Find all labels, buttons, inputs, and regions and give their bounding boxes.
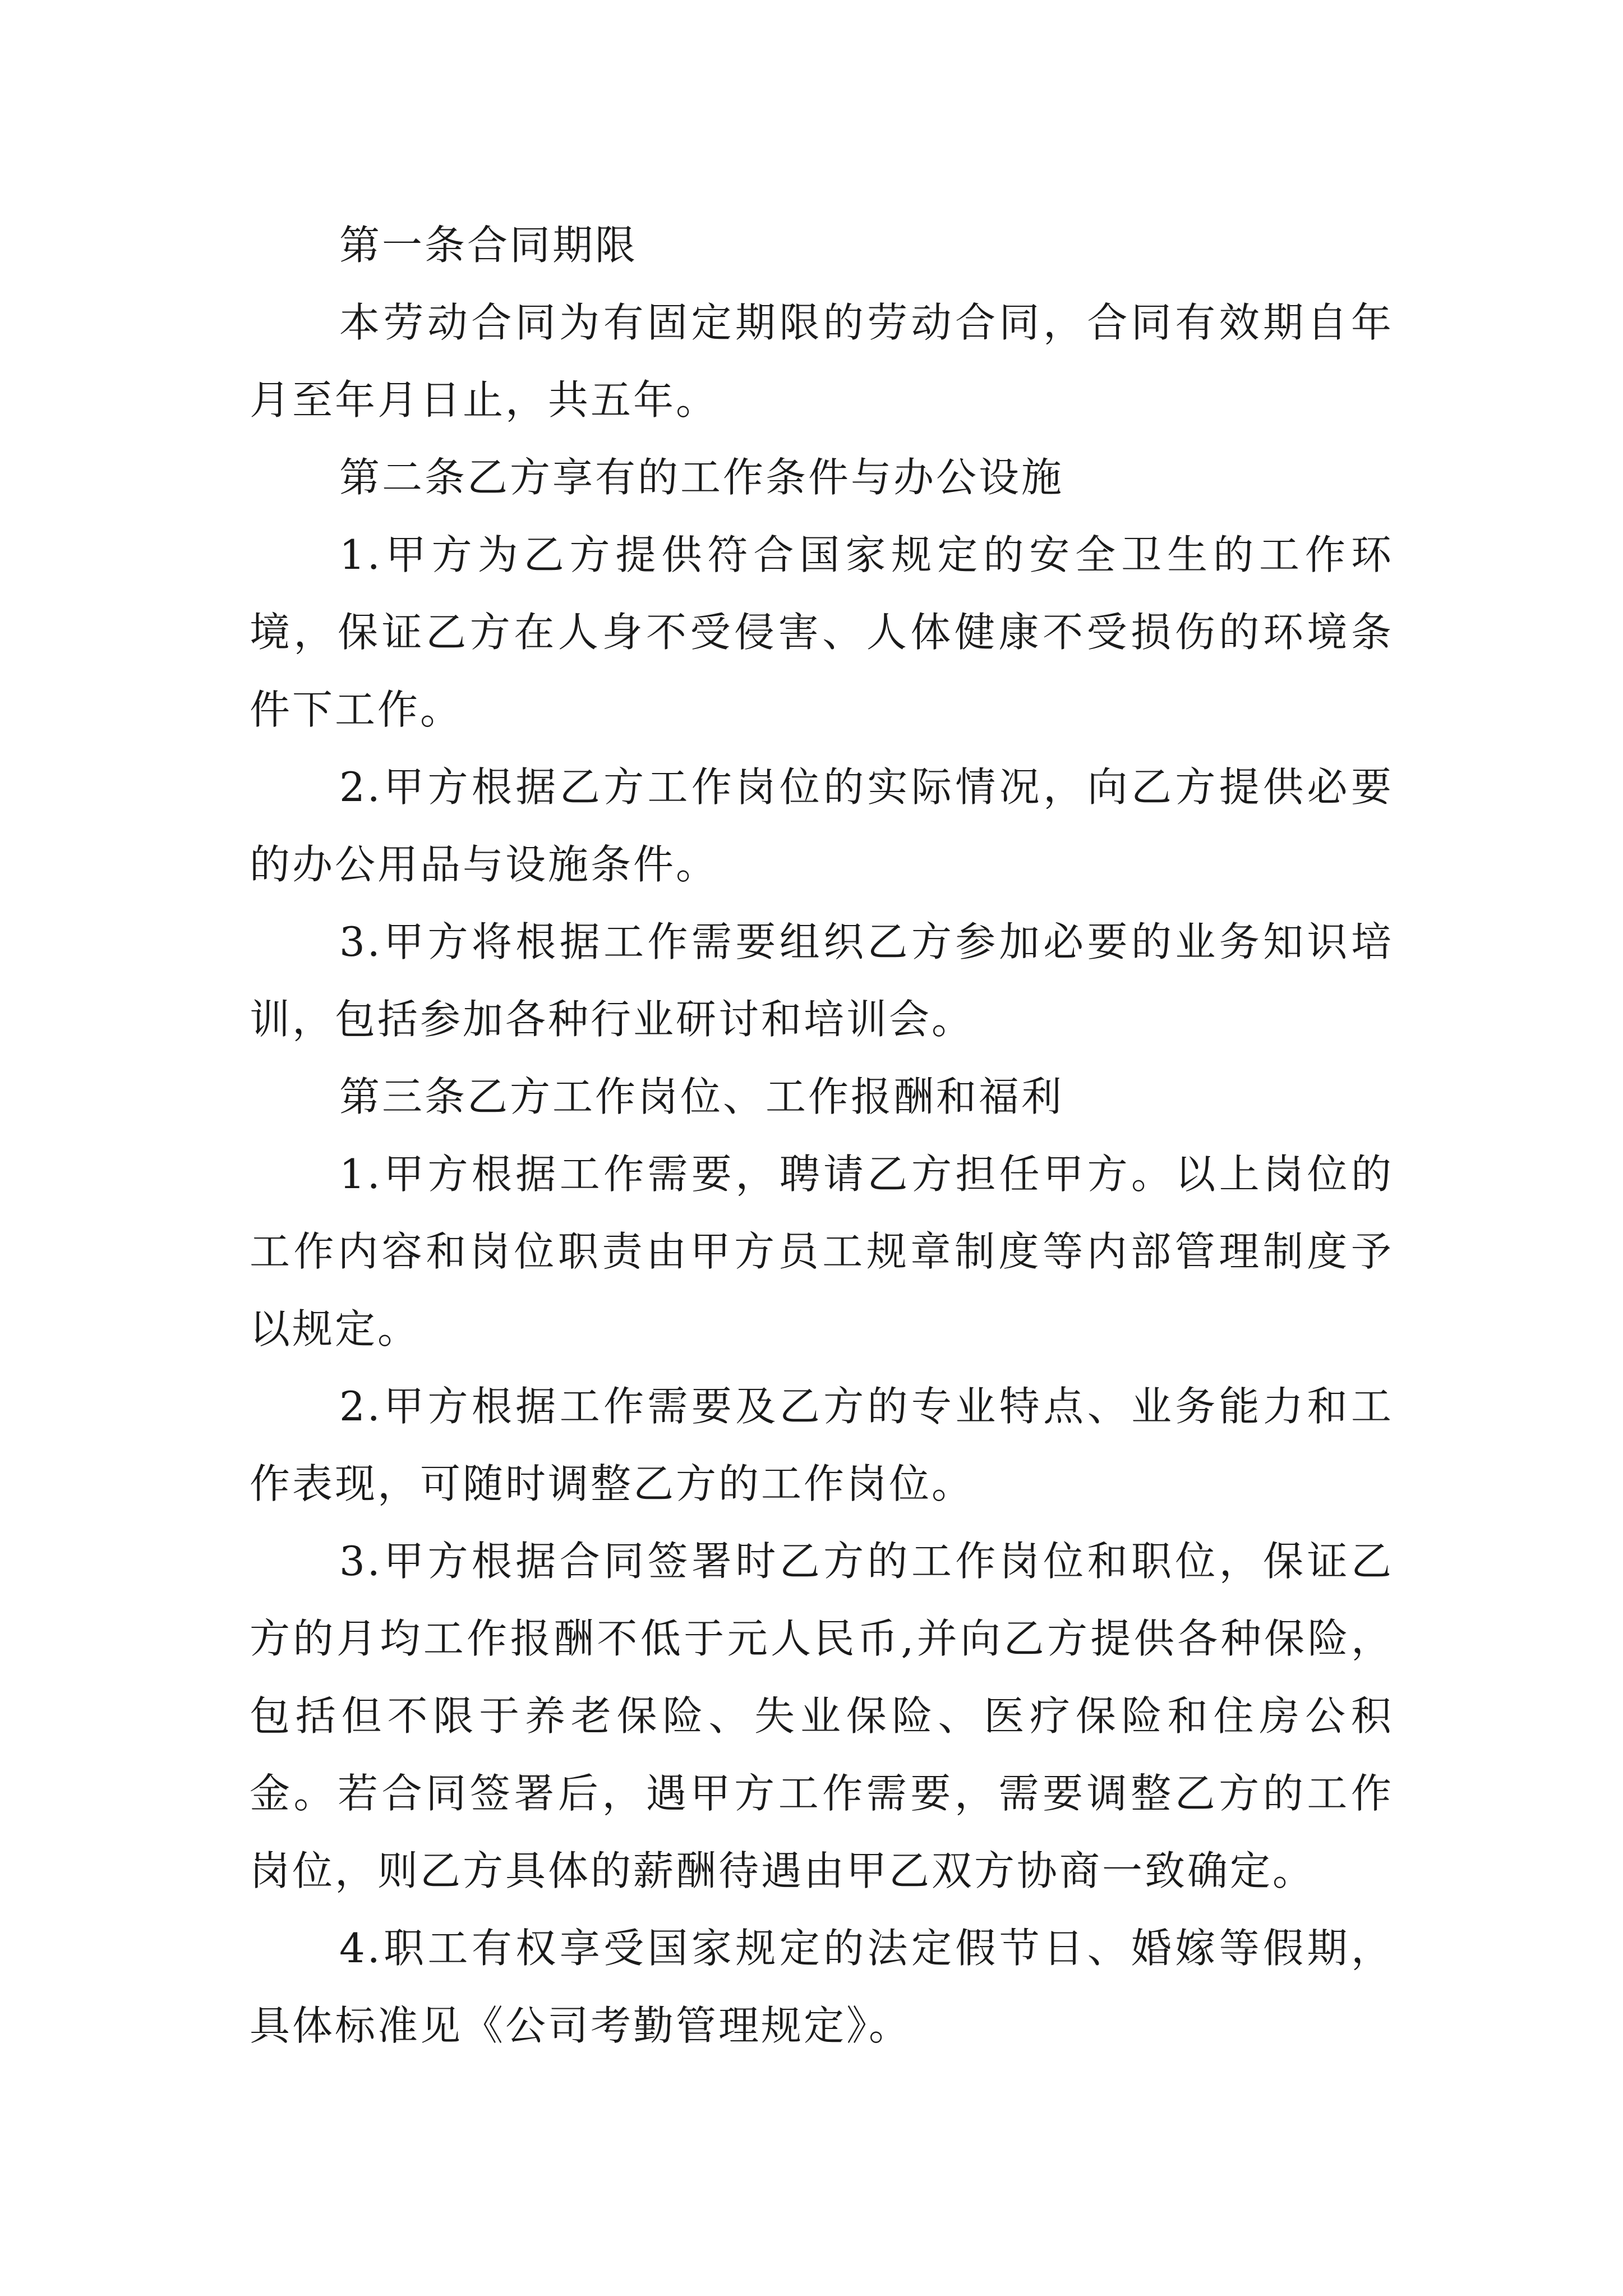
article-1-heading: 第一条合同期限	[339, 222, 638, 269]
article-2-heading: 第二条乙方享有的工作条件与办公设施	[339, 454, 1064, 501]
article-3-clause-2: 2.甲方根据工作需要及乙方的专业特点、业务能力和工作表现，可随时调整乙方的工作岗位。	[250, 1383, 1394, 1507]
article-3-clause-1: 1.甲方根据工作需要，聘请乙方担任甲方。以上岗位的工作内容和岗位职责由甲方员工规章制度等内部管理制度予以规定。	[250, 1151, 1394, 1352]
article-3-clause-3: 3.甲方根据合同签署时乙方的工作岗位和职位，保证乙方的月均工作报酬不低于元人民币,并向乙方提供各种保险，包括但不限于养老保险、失业保险、医疗保险和住房公积金。若合同签署后，遇甲方工作需要，需要调整乙方的工作岗位，则乙方具体的薪酬待遇由甲乙双方协商一致确定。	[250, 1538, 1394, 1894]
article-2-clause-2: 2.甲方根据乙方工作岗位的实际情况，向乙方提供必要的办公用品与设施条件。	[250, 763, 1394, 888]
article-2-clause-1: 1.甲方为乙方提供符合国家规定的安全卫生的工作环境，保证乙方在人身不受侵害、人体健康不受损伤的环境条件下工作。	[250, 531, 1394, 733]
article-2-clause-3: 3.甲方将根据工作需要组织乙方参加必要的业务知识培训，包括参加各种行业研讨和培训会。	[250, 918, 1394, 1043]
article-3-heading: 第三条乙方工作岗位、工作报酬和福利	[339, 1073, 1064, 1120]
article-3-clause-4: 4.职工有权享受国家规定的法定假节日、婚嫁等假期，具体标准见《公司考勤管理规定》。	[250, 1925, 1394, 2049]
document-body	[250, 206, 1394, 2064]
article-1-term-paragraph: 本劳动合同为有固定期限的劳动合同，合同有效期自年月至年月日止，共五年。	[250, 299, 1394, 424]
